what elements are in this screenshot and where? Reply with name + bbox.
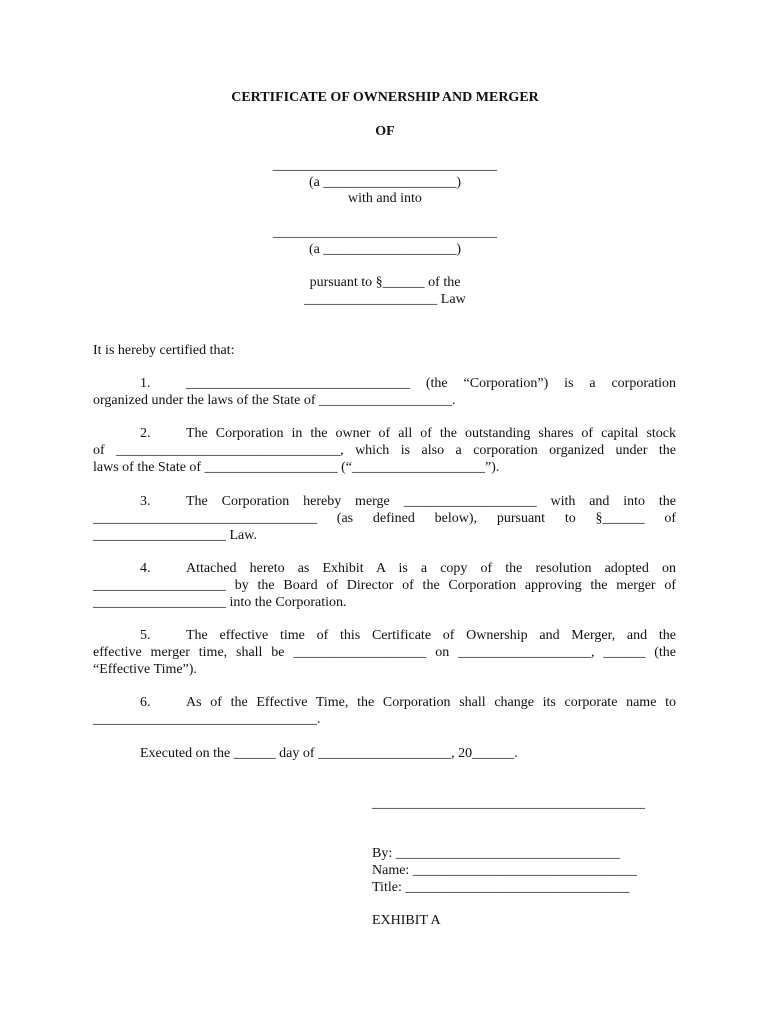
surviving-corp-blank: ________________________________ bbox=[273, 225, 497, 240]
paragraph-3: 3. The Corporation hereby merge ___________________ with and into the ________________________________ (as defined below), pursuant to §______ of ___________________ Law. bbox=[93, 494, 676, 543]
law-line: ___________________ Law bbox=[304, 292, 466, 307]
intro-text: It is hereby certified that: bbox=[93, 343, 235, 358]
signature-title: Title: ________________________________ bbox=[372, 880, 630, 895]
paragraph-number: 1. bbox=[140, 376, 151, 391]
paragraph-number: 4. bbox=[140, 561, 151, 576]
merging-corp-type: (a ___________________) bbox=[308, 175, 462, 190]
paragraph-2: 2. The Corporation in the owner of all of the outstanding shares of capital stock of ________________________________, which is also a corporation organized under the laws of the State of ___________________ (“___________________”). bbox=[93, 426, 676, 475]
paragraph-6: 6. As of the Effective Time, the Corporation shall change its corporate name to ________________________________. bbox=[93, 695, 676, 727]
paragraph-number: 2. bbox=[140, 426, 151, 441]
document-title: CERTIFICATE OF OWNERSHIP AND MERGER bbox=[231, 90, 539, 105]
paragraph-number: 3. bbox=[140, 494, 151, 509]
paragraph-number: 5. bbox=[140, 628, 151, 643]
with-and-into: with and into bbox=[348, 191, 422, 206]
paragraph-5: 5. The effective time of this Certificate of Ownership and Merger, and the effective merger time, shall be ___________________ on ___________________, ______ (the “Effective Time”). bbox=[93, 628, 676, 677]
signature-name: Name: ________________________________ bbox=[372, 863, 637, 878]
signature-line: _______________________________________ bbox=[372, 796, 645, 811]
surviving-corp-type: (a ___________________) bbox=[308, 242, 462, 257]
paragraph-1: 1. ________________________________ (the “Corporation”) is a corporation organized under the laws of the State of ___________________. bbox=[93, 376, 676, 408]
paragraph-4: 4. Attached hereto as Exhibit A is a copy of the resolution adopted on ___________________ by the Board of Director of the Corporation approving the merger of ___________________ into the Corporation. bbox=[93, 561, 676, 610]
signature-by: By: ________________________________ bbox=[372, 846, 620, 861]
pursuant-line: pursuant to §______ of the bbox=[309, 275, 461, 290]
exhibit-a-label: EXHIBIT A bbox=[372, 913, 441, 928]
executed-line: Executed on the ______ day of ___________________, 20______. bbox=[140, 746, 518, 761]
paragraph-number: 6. bbox=[140, 695, 151, 710]
merging-corp-blank: ________________________________ bbox=[273, 158, 497, 173]
title-of: OF bbox=[375, 124, 395, 139]
